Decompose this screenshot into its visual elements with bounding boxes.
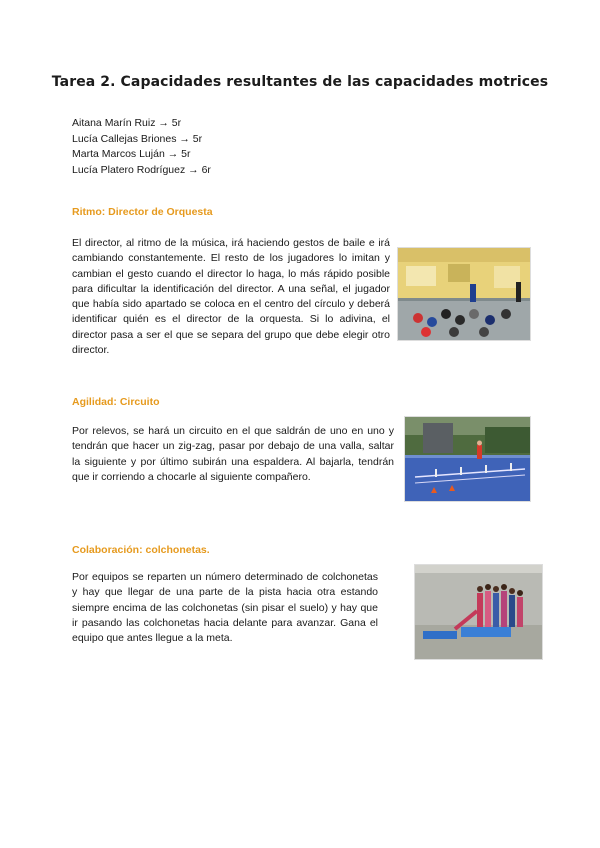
member-item: Marta Marcos Luján → 5r (72, 148, 191, 160)
outdoor-circuit-hurdles-photo (404, 416, 531, 502)
member-item: Lucía Callejas Briones → 5r (72, 132, 203, 145)
section-text-colaboracion: Por equipos se reparten un número determinado de colchonetas y hay que llegar de una parte de la pista hacia otra estando siempre encima de las colchonetas (sin pisar el suelo) y hay que ir pasando las colchonetas hacia delante para avanzar. Gana el equipo que antes llegue a la meta. (72, 571, 378, 645)
page-title: Tarea 2. Capacidades resultantes de las capacidades motrices (51, 74, 549, 90)
members-list (72, 116, 211, 178)
team-mats-photo (414, 564, 543, 660)
section-heading-colaboracion: Colaboración: colchonetas. (72, 544, 210, 556)
section-heading-agilidad: Agilidad: Circuito (72, 396, 160, 408)
member-item: Aitana Marín Ruiz → 5r (72, 117, 182, 129)
gym-children-circle-photo (397, 247, 531, 341)
member-item: Lucía Platero Rodríguez → 6r (72, 163, 211, 176)
section-text-ritmo: El director, al ritmo de la música, irá haciendo gestos de baile e irá cambiando constantemente. El resto de los jugadores lo imitan y cambian el gesto cuando el director lo haga, lo más rápido posible para dificultar la identificación del director. A una señal, el jugador que había sido apartado se coloca en el centro del círculo y deberá identificar quién es el director de la orquesta. Si lo adivina, el director pasa a ser el que se separa del grupo que debe elegir otro director. (72, 237, 390, 357)
section-heading-ritmo: Ritmo: Director de Orquesta (72, 206, 213, 218)
section-text-agilidad: Por relevos, se hará un circuito en el que saldrán de uno en uno y tendrán que hacer un zig-zag, pasar por debajo de una valla, saltar la siguiente y por último subirán una espaldera. Al bajarla, tendrán que ir corriendo a chocarle al siguiente compañero. (72, 425, 394, 483)
